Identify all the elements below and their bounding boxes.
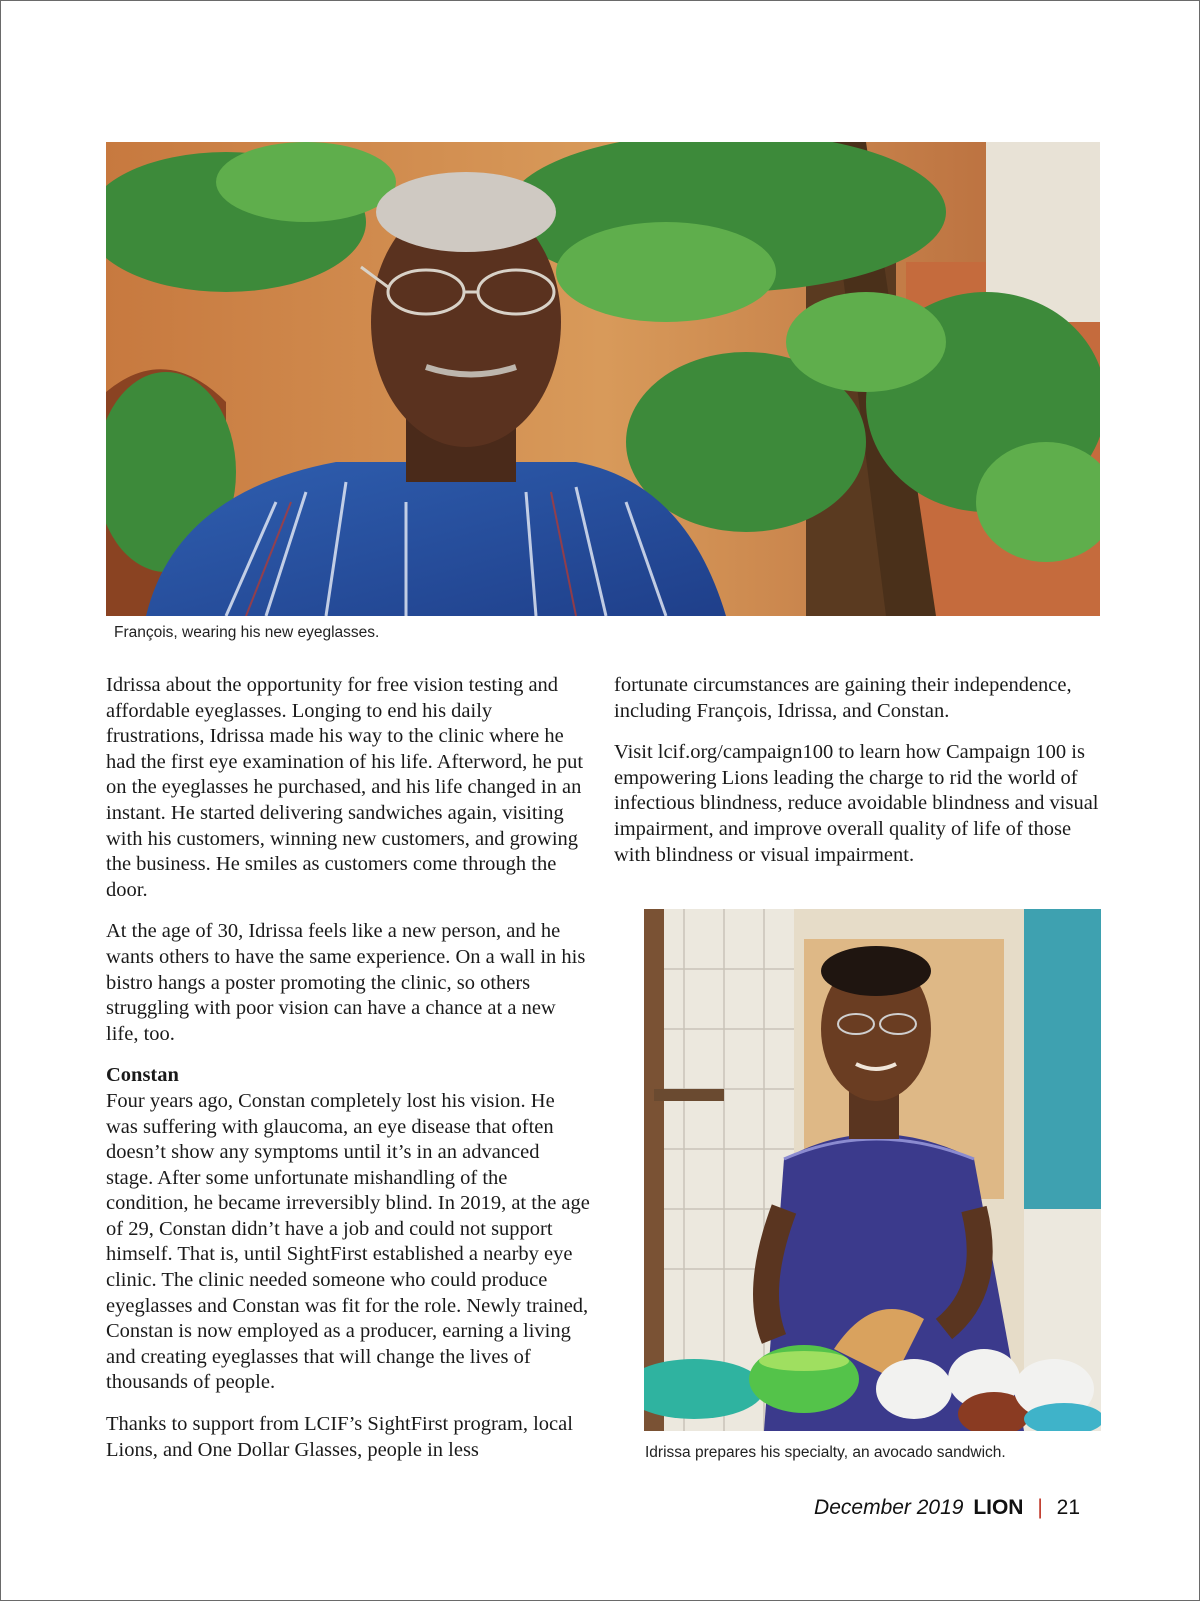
article-paragraph: Thanks to support from LCIF’s SightFirst program, local Lions, and One Dollar Glasses, people in less <box>106 1413 573 1461</box>
sandwich-photo <box>644 909 1101 1431</box>
article-paragraph: Four years ago, Constan completely lost his vision. He was suffering with glaucoma, an eye disease that often doesn’t show any symptoms until it’s in an advanced stage. After some unfortunate mishandling of the condition, he became irreversibly blind. In 2019, at the age of 29, Constan didn’t have a job and could not support himself. That is, until SightFirst established a nearby eye clinic. The clinic needed someone who could produce eyeglasses and Constan was fit for the role. Newly trained, Constan is now employed as a producer, earning a living and creating eyeglasses that will change the lives of thousands of people. <box>106 1089 590 1394</box>
photo-caption: François, wearing his new eyeglasses. <box>114 624 380 641</box>
portrait-photo-icon <box>106 142 1100 616</box>
page-footer <box>814 1496 1080 1520</box>
article-paragraph: Visit lcif.org/campaign100 to learn how Campaign 100 is empowering Lions leading the charge to rid the world of infectious blindness, reduce avoidable blindness and visual impairment, and improve overall quality of life of those with blindness or visual impairment. <box>614 741 1099 866</box>
constan-section <box>106 1063 590 1396</box>
article-paragraph: At the age of 30, Idrissa feels like a new person, and he wants others to have the same experience. On a wall in his bistro hangs a poster promoting the clinic, so others struggling with poor vision can have a chance at a new life, too. <box>106 920 586 1045</box>
portrait-photo <box>106 142 1100 616</box>
issue-date: December 2019 <box>814 1496 964 1519</box>
article-right-column <box>614 673 1104 884</box>
page-number: 21 <box>1056 1496 1080 1519</box>
section-heading: Constan <box>106 1064 179 1087</box>
article-paragraph: Idrissa about the opportunity for free vision testing and affordable eyeglasses. Longing to end his daily frustrations, Idrissa made his way to the clinic where he had the first eye examination of his life. Afterword, he put on the eyeglasses he purchased, and his life changed in an instant. He started delivering sandwiches again, visiting with his customers, winning new customers, and growing the business. He smiles as customers come through the door. <box>106 674 584 901</box>
sandwich-photo-icon <box>644 909 1101 1431</box>
article-paragraph: fortunate circumstances are gaining their independence, including François, Idrissa, and Constan. <box>614 674 1072 722</box>
magazine-name: LION <box>973 1496 1024 1519</box>
footer-separator: | <box>1037 1496 1043 1519</box>
photo-caption: Idrissa prepares his specialty, an avocado sandwich. <box>645 1444 1006 1461</box>
article-left-column <box>106 673 590 1479</box>
